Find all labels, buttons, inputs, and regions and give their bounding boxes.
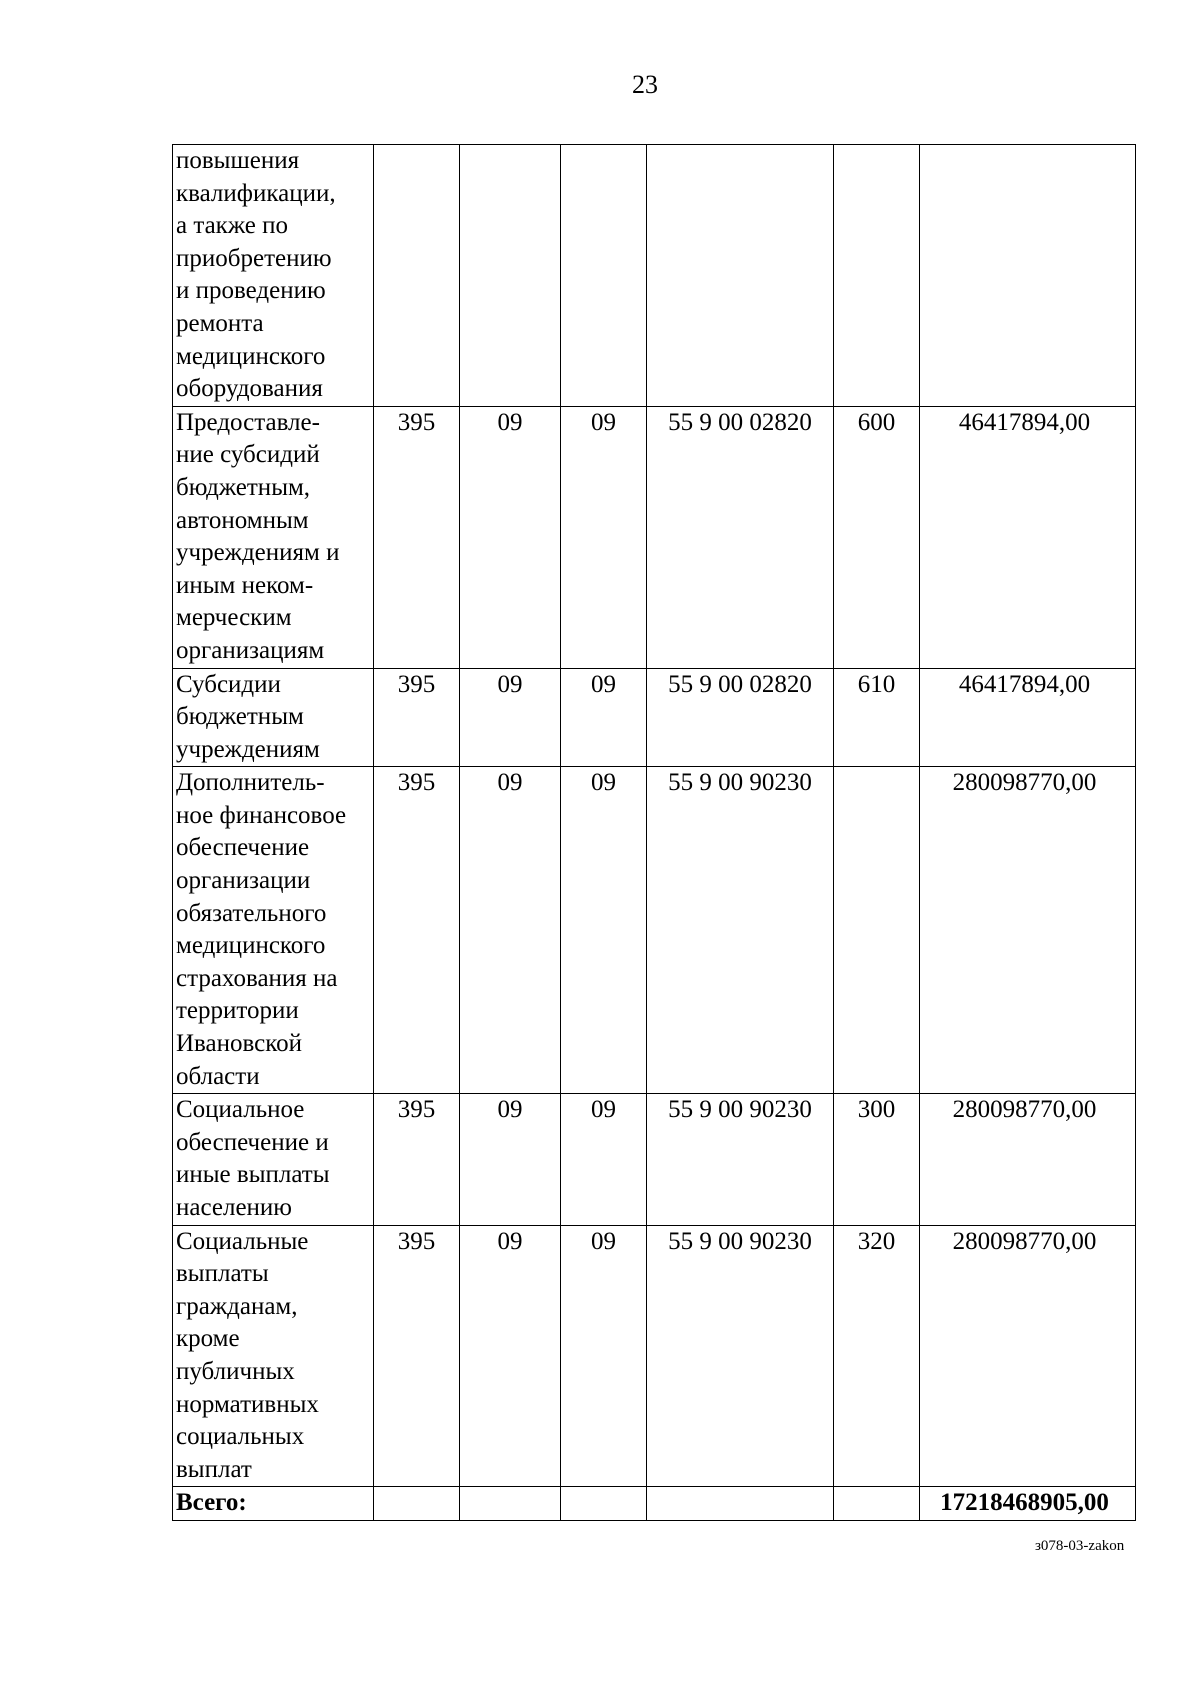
section-code-cell xyxy=(460,145,561,407)
description-line: ное финансовое xyxy=(176,801,347,829)
description-line: Социальное xyxy=(176,1096,305,1124)
description-line: учреждениям xyxy=(176,735,320,763)
description-line: иные выплаты xyxy=(176,1161,330,1189)
row-description xyxy=(173,1094,374,1225)
section-code-cell: 09 xyxy=(460,767,561,1094)
description-line: Социальные xyxy=(176,1227,309,1255)
description-line: обязательного xyxy=(176,899,327,927)
total-empty-cell xyxy=(834,1487,920,1521)
target-article-cell: 55 9 00 90230 xyxy=(647,1225,834,1487)
section-code-cell: 09 xyxy=(460,1094,561,1225)
amount-cell xyxy=(920,145,1136,407)
total-amount: 17218468905,00 xyxy=(920,1487,1136,1521)
admin-code-cell xyxy=(374,145,460,407)
description-line: выплаты xyxy=(176,1260,269,1288)
description-line: области xyxy=(176,1062,260,1090)
row-description xyxy=(173,668,374,767)
expense-type-cell: 600 xyxy=(834,406,920,668)
description-line: повышения xyxy=(176,147,300,174)
description-line: обеспечение и xyxy=(176,1128,329,1156)
description-line: квалификации, xyxy=(176,179,336,207)
target-article-cell: 55 9 00 02820 xyxy=(647,668,834,767)
description-line: приобретению xyxy=(176,244,332,272)
description-line: Ивановской xyxy=(176,1030,303,1058)
description-line: территории xyxy=(176,997,299,1025)
description-line: бюджетным, xyxy=(176,473,311,501)
description-line: автономным xyxy=(176,506,309,534)
budget-table xyxy=(172,144,1136,1521)
expense-type-cell: 300 xyxy=(834,1094,920,1225)
table-row xyxy=(173,767,1136,1094)
row-description xyxy=(173,406,374,668)
description-line: кроме xyxy=(176,1325,240,1353)
admin-code-cell: 395 xyxy=(374,406,460,668)
description-line: Предоставле- xyxy=(176,408,320,436)
total-empty-cell xyxy=(460,1487,561,1521)
description-line: населению xyxy=(176,1194,292,1221)
amount-cell: 46417894,00 xyxy=(920,406,1136,668)
row-description xyxy=(173,145,374,407)
amount-cell: 280098770,00 xyxy=(920,1225,1136,1487)
subsection-code-cell: 09 xyxy=(561,668,647,767)
budget-table-body xyxy=(173,145,1136,1521)
subsection-code-cell: 09 xyxy=(561,767,647,1094)
description-line: учреждениям и xyxy=(176,539,340,567)
expense-type-cell: 320 xyxy=(834,1225,920,1487)
total-row xyxy=(173,1487,1136,1521)
subsection-code-cell xyxy=(561,145,647,407)
description-line: а также по xyxy=(176,212,288,240)
description-line: ние субсидий xyxy=(176,441,320,469)
amount-cell: 280098770,00 xyxy=(920,767,1136,1094)
target-article-cell: 55 9 00 90230 xyxy=(647,1094,834,1225)
admin-code-cell: 395 xyxy=(374,1094,460,1225)
total-label: Всего: xyxy=(173,1487,374,1521)
amount-cell: 280098770,00 xyxy=(920,1094,1136,1225)
table-row xyxy=(173,406,1136,668)
description-line: нормативных xyxy=(176,1390,319,1418)
table-row xyxy=(173,145,1136,407)
table-row xyxy=(173,1225,1136,1487)
description-line: гражданам, xyxy=(176,1292,298,1320)
row-description xyxy=(173,1225,374,1487)
expense-type-cell xyxy=(834,767,920,1094)
target-article-cell xyxy=(647,145,834,407)
expense-type-cell: 610 xyxy=(834,668,920,767)
section-code-cell: 09 xyxy=(460,668,561,767)
description-line: организации xyxy=(176,867,311,895)
description-line: Субсидии xyxy=(176,670,281,698)
document-code: з078-03-zakon xyxy=(1035,1538,1125,1554)
description-line: организациям xyxy=(176,636,325,664)
total-empty-cell xyxy=(561,1487,647,1521)
description-line: медицинского xyxy=(176,342,326,370)
description-line: и проведению xyxy=(176,277,326,305)
description-line: обеспечение xyxy=(176,834,310,862)
table-row xyxy=(173,668,1136,767)
target-article-cell: 55 9 00 02820 xyxy=(647,406,834,668)
expense-type-cell xyxy=(834,145,920,407)
description-line: выплат xyxy=(176,1455,252,1483)
description-line: иным неком- xyxy=(176,571,314,599)
admin-code-cell: 395 xyxy=(374,1225,460,1487)
description-line: публичных xyxy=(176,1357,295,1385)
admin-code-cell: 395 xyxy=(374,668,460,767)
total-empty-cell xyxy=(374,1487,460,1521)
target-article-cell: 55 9 00 90230 xyxy=(647,767,834,1094)
description-line: социальных xyxy=(176,1423,305,1451)
row-description xyxy=(173,767,374,1094)
subsection-code-cell: 09 xyxy=(561,1094,647,1225)
section-code-cell: 09 xyxy=(460,1225,561,1487)
total-empty-cell xyxy=(647,1487,834,1521)
description-line: оборудования xyxy=(176,375,323,403)
description-line: Дополнитель- xyxy=(176,769,325,797)
description-line: мерческим xyxy=(176,604,292,632)
page-number: 23 xyxy=(632,70,658,99)
amount-cell: 46417894,00 xyxy=(920,668,1136,767)
table-row xyxy=(173,1094,1136,1225)
description-line: ремонта xyxy=(176,309,264,337)
subsection-code-cell: 09 xyxy=(561,406,647,668)
description-line: медицинского xyxy=(176,932,326,960)
subsection-code-cell: 09 xyxy=(561,1225,647,1487)
description-line: бюджетным xyxy=(176,703,304,731)
admin-code-cell: 395 xyxy=(374,767,460,1094)
description-line: страхования на xyxy=(176,964,338,992)
section-code-cell: 09 xyxy=(460,406,561,668)
